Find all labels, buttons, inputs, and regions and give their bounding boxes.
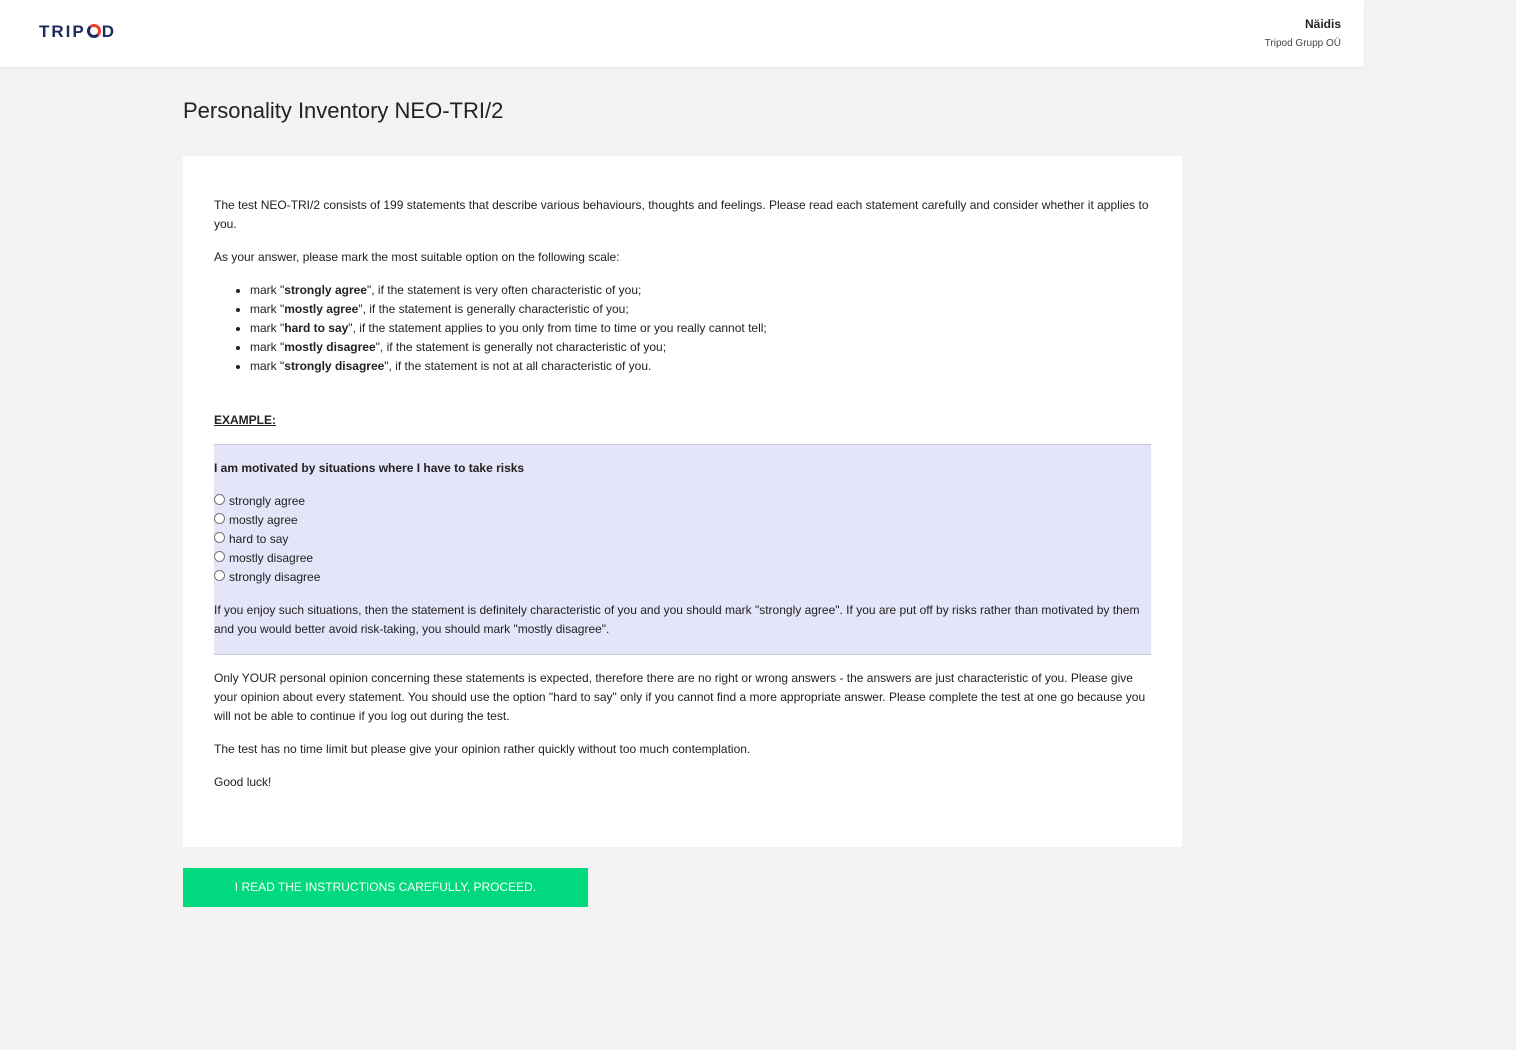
proceed-button[interactable]: I READ THE INSTRUCTIONS CAREFULLY, PROCEED.: [183, 868, 588, 907]
instructions-card: [183, 156, 1182, 847]
scale-list: [250, 281, 1151, 376]
radio-button-icon[interactable]: [214, 532, 225, 543]
scale-item-term: strongly disagree: [284, 359, 385, 373]
logo-text-right: D: [101, 22, 117, 41]
scale-item-prefix: mark ": [250, 302, 285, 316]
top-header: [0, 0, 1364, 67]
scale-item-term: strongly agree: [284, 283, 367, 297]
example-option[interactable]: [214, 492, 1151, 511]
scale-item: [250, 319, 1151, 338]
scale-item: [250, 281, 1151, 300]
example-option[interactable]: [214, 511, 1151, 530]
time-note: The test has no time limit but please give your opinion rather quickly without too much contemplation.: [214, 742, 751, 756]
example-option-label: strongly agree: [229, 494, 306, 508]
scale-item-term: mostly disagree: [284, 340, 376, 354]
opinion-note: Only YOUR personal opinion concerning these statements is expected, therefore there are no right or wrong answers - the answers are just characteristic of you. Please give your opinion about every statement. You should use the option "hard to say" only if you cannot find a more appropriate answer. Please complete the test at one go because you will not be able to continue if you log out during the test.: [214, 671, 1146, 723]
scale-item-suffix: ", if the statement is generally characteristic of you;: [358, 302, 629, 316]
logo-text-left: TRIP: [39, 22, 86, 41]
user-info: [1265, 17, 1341, 50]
example-option[interactable]: [214, 530, 1151, 549]
radio-button-icon[interactable]: [214, 513, 225, 524]
good-luck-text: Good luck!: [214, 775, 272, 789]
scale-item-term: mostly agree: [284, 302, 359, 316]
scale-item-prefix: mark ": [250, 321, 285, 335]
intro-text: The test NEO-TRI/2 consists of 199 statements that describe various behaviours, thoughts and feelings. Please read each statement carefully and consider whether it applies to you.: [214, 198, 1149, 231]
user-name: Näidis: [1304, 17, 1341, 31]
example-heading: EXAMPLE:: [214, 413, 277, 427]
scale-intro-text: As your answer, please mark the most suitable option on the following scale:: [214, 250, 620, 264]
example-option[interactable]: [214, 549, 1151, 568]
example-explanation: If you enjoy such situations, then the statement is definitely characteristic of you and you should mark "strongly agree". If you are put off by risks rather than motivated by them and you would better avoid risk-taking, you should mark "mostly disagree".: [214, 603, 1140, 636]
scale-item-prefix: mark ": [250, 283, 285, 297]
tripod-logo[interactable]: [39, 22, 116, 42]
user-company: Tripod Grupp OÜ: [1264, 38, 1341, 49]
scale-item-term: hard to say: [284, 321, 349, 335]
example-option-label: hard to say: [229, 532, 289, 546]
radio-button-icon[interactable]: [214, 570, 225, 581]
example-option[interactable]: [214, 568, 1151, 587]
page-title: Personality Inventory NEO-TRI/2: [183, 98, 504, 123]
logo-o-icon: [87, 24, 101, 38]
scale-item: [250, 338, 1151, 357]
example-box: [214, 444, 1151, 655]
scale-item-prefix: mark ": [250, 359, 285, 373]
scale-item-suffix: ", if the statement is very often characteristic of you;: [366, 283, 642, 297]
example-question: I am motivated by situations where I have to take risks: [214, 461, 525, 475]
scale-item-suffix: ", if the statement is not at all characteristic of you.: [384, 359, 652, 373]
example-options: [214, 492, 1151, 587]
radio-button-icon[interactable]: [214, 494, 225, 505]
example-option-label: mostly disagree: [229, 551, 314, 565]
example-option-label: strongly disagree: [229, 570, 321, 584]
scale-item-suffix: ", if the statement applies to you only from time to time or you really cannot tell;: [348, 321, 767, 335]
scale-item-prefix: mark ": [250, 340, 285, 354]
example-option-label: mostly agree: [229, 513, 298, 527]
scale-item-suffix: ", if the statement is generally not characteristic of you;: [375, 340, 667, 354]
scale-item: [250, 357, 1151, 376]
radio-button-icon[interactable]: [214, 551, 225, 562]
scale-item: [250, 300, 1151, 319]
